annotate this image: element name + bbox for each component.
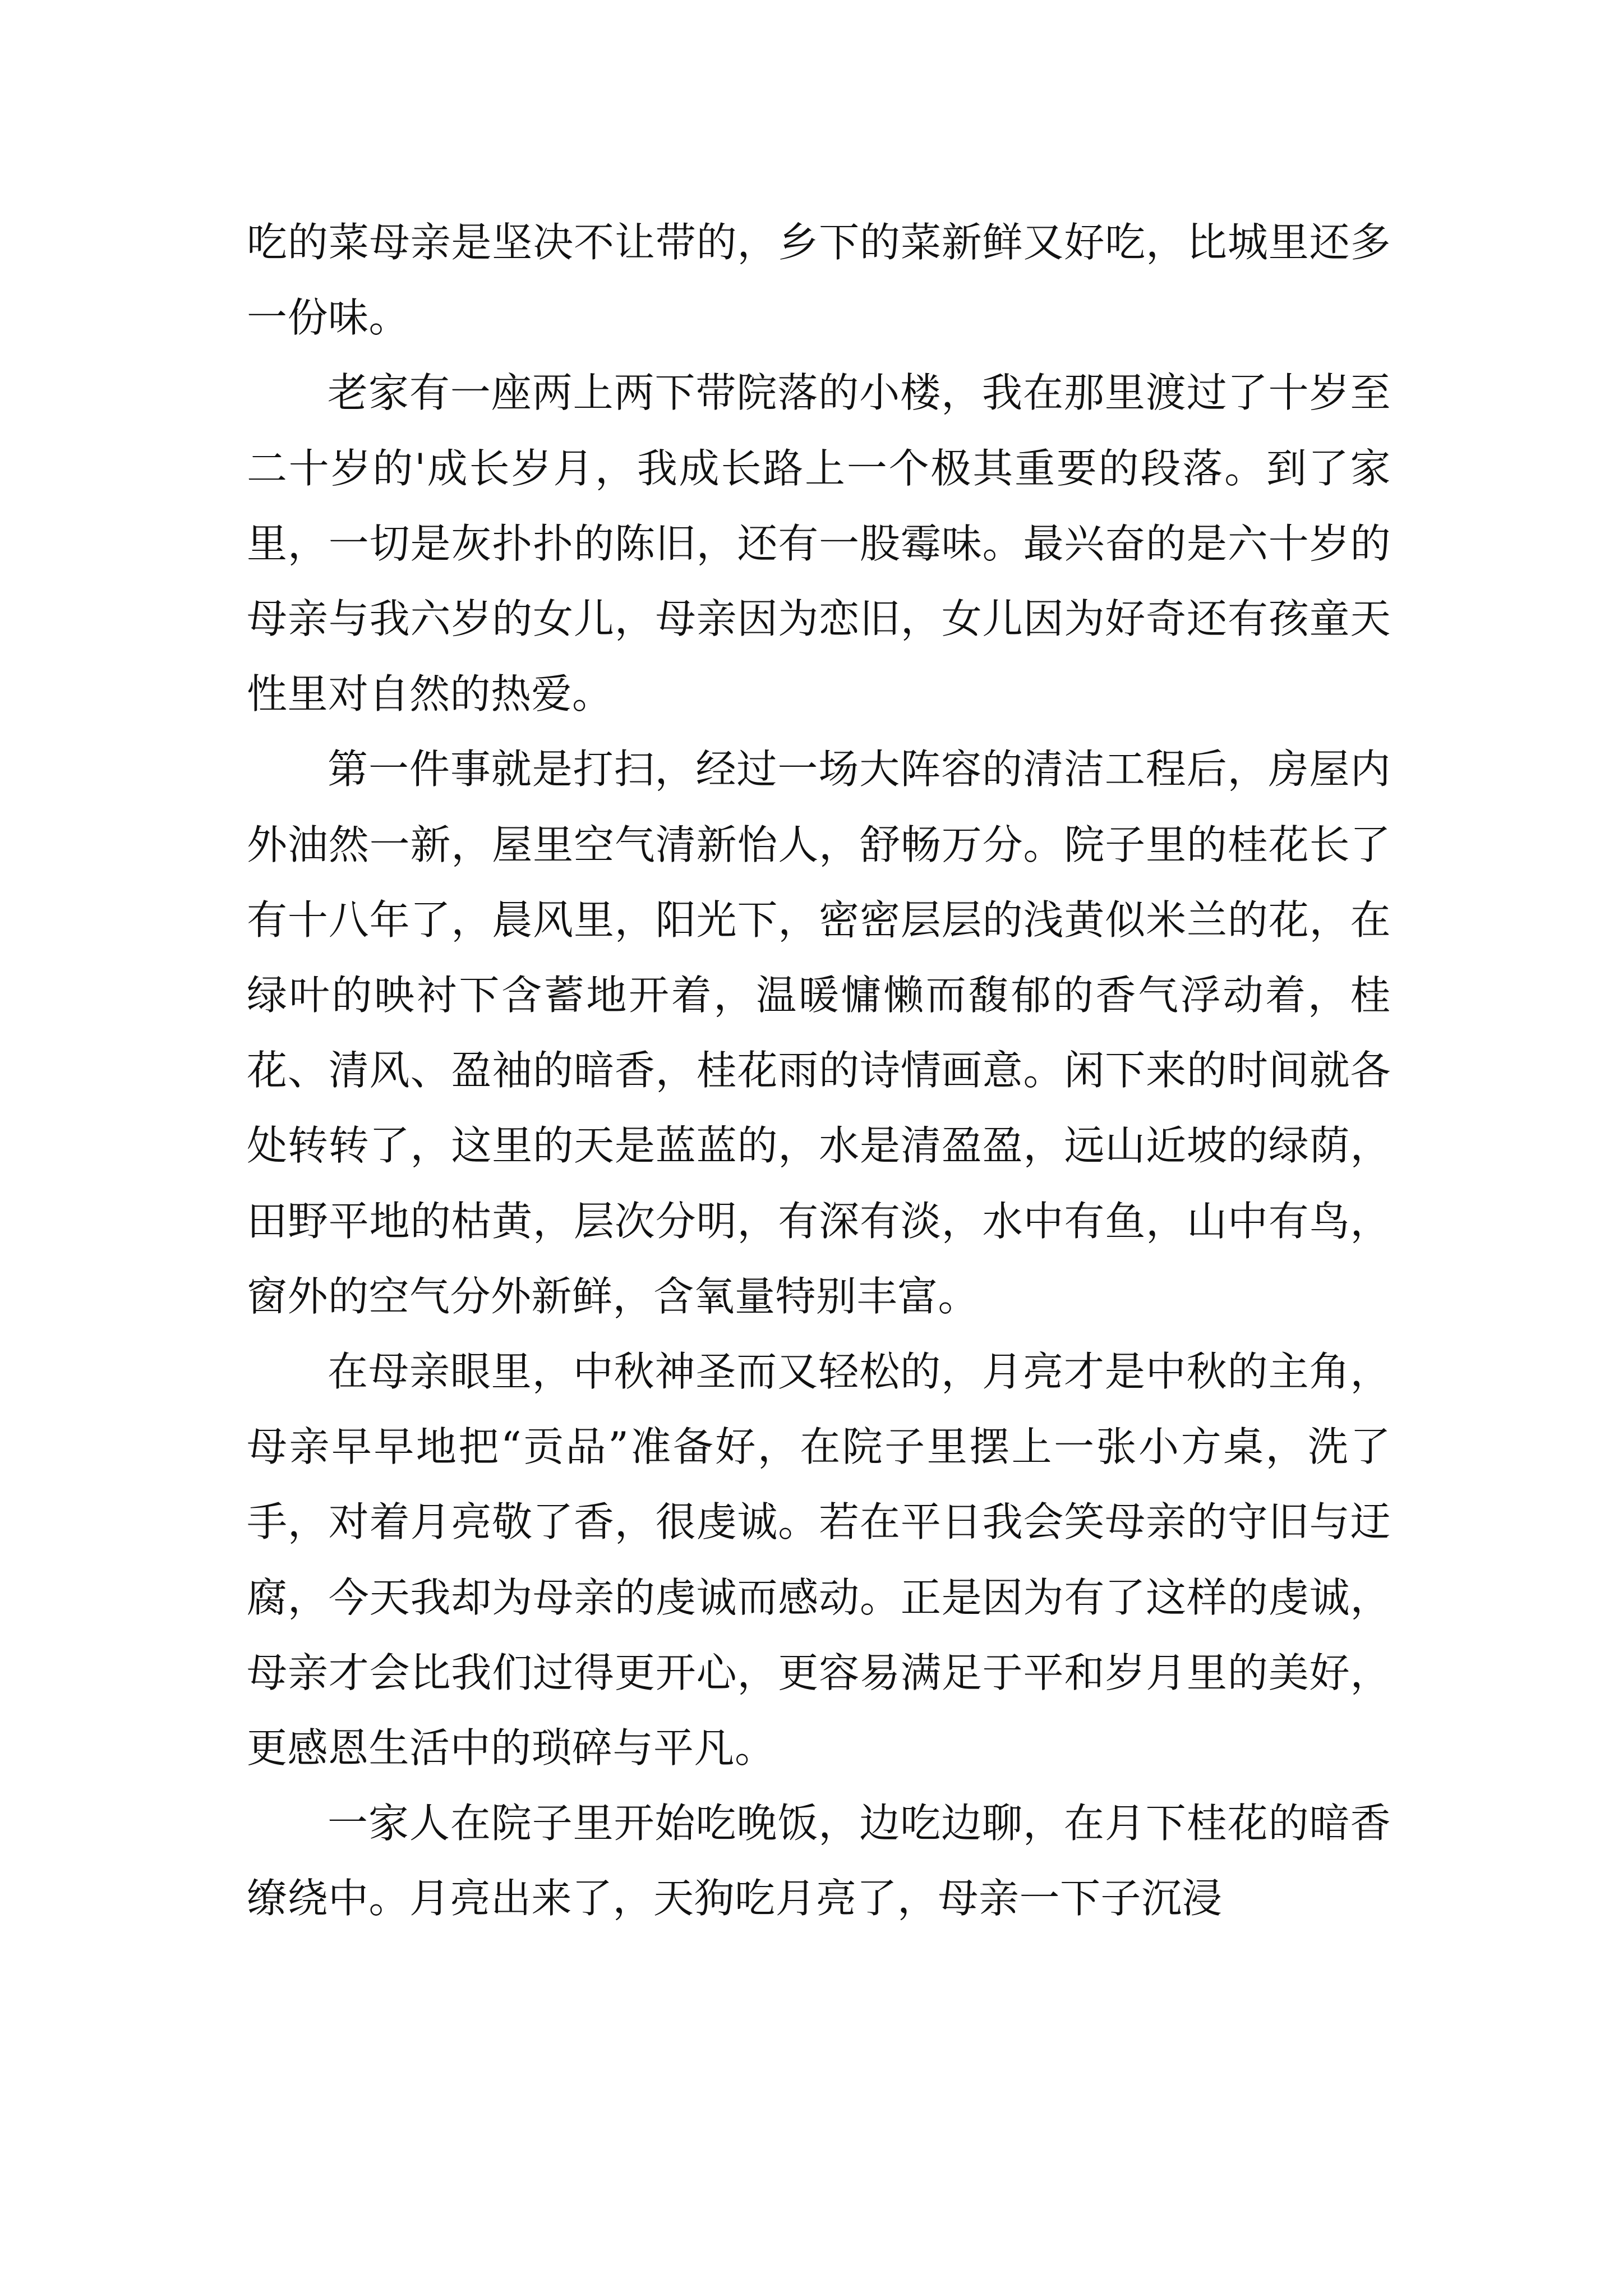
paragraph-continued: 吃的菜母亲是坚决不让带的，乡下的菜新鲜又好吃，比城里还多一份味。 bbox=[247, 219, 1391, 342]
paragraph-mother-moon: 在母亲眼里，中秋神圣而又轻松的，月亮才是中秋的主角，母亲早早地把“贡品”准备好，在院子里摆上一张小方桌，洗了手，对着月亮敬了香，很虔诚。若在平日我会笑母亲的守旧与迂腐，今天我却为母亲的虔诚而感动。正是因为有了这样的虔诚，母亲才会比我们过得更开心，更容易满足于平和岁月里的美好，更感恩生活中的琐碎与平凡。 bbox=[247, 1348, 1391, 1772]
paragraph-dinner: 一家人在院子里开始吃晚饭，边吃边聊，在月下桂花的暗香缭绕中。月亮出来了，天狗吃月亮了，母亲一下子沉浸 bbox=[247, 1800, 1391, 1922]
paragraph-cleaning: 第一件事就是打扫，经过一场大阵容的清洁工程后，房屋内外油然一新，屋里空气清新怡人，舒畅万分。院子里的桂花长了有十八年了，晨风里，阳光下，密密层层的浅黄似米兰的花，在绿叶的映衬下含蓄地开着，温暖慵懒而馥郁的香气浮动着，桂花、清风、盈袖的暗香，桂花雨的诗情画意。闲下来的时间就各处转转了，这里的天是蓝蓝的，水是清盈盈，远山近坡的绿荫，田野平地的枯黄，层次分明，有深有淡，水中有鱼，山中有鸟，窗外的空气分外新鲜，含氧量特别丰富。 bbox=[247, 746, 1391, 1320]
body-text bbox=[247, 205, 1391, 1936]
paragraph-old-home: 老家有一座两上两下带院落的小楼，我在那里渡过了十岁至二十岁的'成长岁月，我成长路上一个极其重要的段落。到了家里，一切是灰扑扑的陈旧，还有一股霉味。最兴奋的是六十岁的母亲与我六岁的女儿，母亲因为恋旧，女儿因为好奇还有孩童天性里对自然的热爱。 bbox=[247, 369, 1391, 718]
